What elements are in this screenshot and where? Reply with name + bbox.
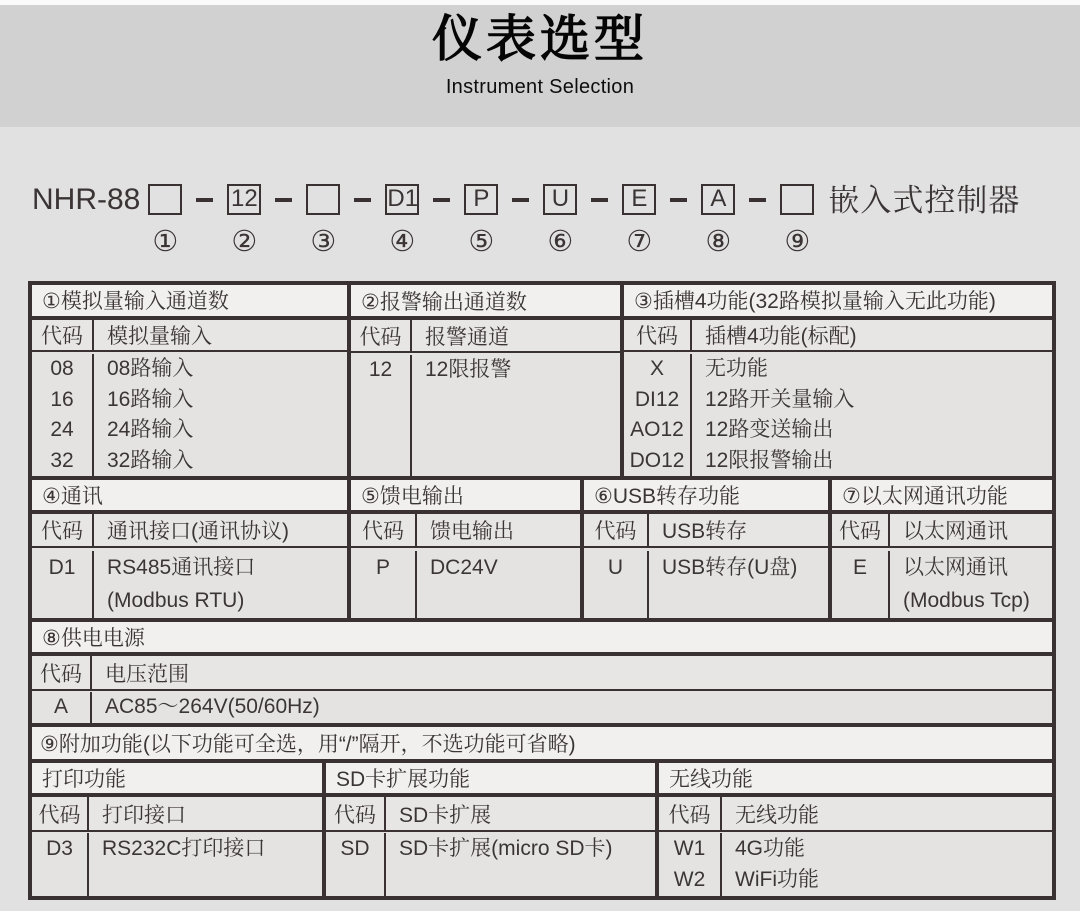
desc-list: [89, 833, 322, 896]
section-feed-output: [351, 480, 584, 618]
code-list: [584, 551, 649, 618]
cell-line: 12限报警输出: [705, 448, 834, 472]
cell-line: 16路输入: [107, 387, 194, 411]
section-title: 无线功能: [659, 763, 1052, 797]
desc-list: [649, 551, 828, 618]
cell-line: W1: [673, 837, 706, 860]
desc-header: 报警通道: [425, 325, 509, 349]
cell-line: 16: [50, 387, 74, 411]
code-list: [32, 551, 94, 618]
section-data: [351, 548, 580, 618]
section-alarm-output: [351, 285, 624, 476]
model-slot-3: [306, 184, 340, 257]
code-list: [624, 354, 692, 476]
section-title: ①模拟量输入通道数: [32, 285, 347, 320]
cell-line: RS232C打印接口: [102, 837, 266, 860]
section-header-row: [32, 514, 347, 548]
desc-list: [412, 355, 620, 476]
slot-number-6: ⑥: [547, 226, 574, 258]
code-header: 代码: [351, 320, 412, 351]
cell-line: W2: [673, 868, 706, 891]
cell-line: 无功能: [705, 357, 768, 380]
cell-line: 24路输入: [107, 418, 194, 441]
cell-line: 12路变送输出: [705, 418, 834, 441]
desc-header: 以太网通讯: [903, 520, 1008, 543]
desc-list: [692, 354, 1052, 476]
section-data: [32, 832, 322, 896]
code-header: 代码: [584, 514, 649, 546]
desc-header: 通讯接口(通讯协议): [107, 520, 289, 543]
code-list: [659, 833, 722, 896]
cell-line: DC24V: [430, 556, 498, 579]
cell-line: 12路开关量输入: [705, 387, 855, 411]
section-communication: [32, 480, 351, 618]
cell-line: D3: [46, 837, 73, 860]
cell-line: 08: [50, 357, 74, 380]
cell-line: WiFi功能: [735, 868, 819, 891]
slot-box-1: [148, 184, 182, 215]
section-header-row: [32, 320, 347, 353]
code-header: 代码: [351, 514, 417, 546]
cell-line: AC85～264V(50/60Hz): [105, 695, 320, 718]
dash-separator: [275, 198, 292, 202]
band-4: [32, 727, 1052, 763]
dash-separator: [749, 198, 766, 202]
desc-list: [94, 551, 347, 618]
section-header-row: [832, 514, 1052, 548]
cell-line: AO12: [630, 418, 684, 441]
section-data: [32, 352, 347, 476]
section-header-row: [32, 656, 1052, 691]
section-data: [624, 352, 1052, 476]
slot-number-4: ④: [389, 226, 416, 258]
slot-box-3: [306, 184, 340, 215]
code-header: 代码: [624, 320, 692, 351]
slot-box-7: E: [622, 184, 656, 215]
section-data: [32, 691, 1052, 723]
dash-separator: [354, 198, 371, 202]
cell-line: (Modbus Tcp): [903, 589, 1030, 612]
section-title: 打印功能: [32, 763, 322, 797]
section-data: [832, 548, 1052, 618]
cell-line: P: [375, 556, 390, 579]
desc-list: [92, 692, 1052, 723]
dash-separator: [670, 198, 687, 202]
code-header: 代码: [32, 320, 94, 351]
desc-header: 插槽4功能(标配): [705, 324, 857, 348]
cell-line: RS485通讯接口: [107, 556, 256, 579]
cell-line: 32: [50, 448, 74, 472]
slot-box-6: U: [543, 184, 577, 215]
model-slot-9: [780, 184, 814, 257]
dash-separator: [433, 198, 450, 202]
code-list: [326, 833, 386, 896]
cell-line: 12限报警: [425, 358, 512, 381]
desc-header: 打印接口: [102, 803, 186, 827]
slot-number-7: ⑦: [626, 226, 653, 258]
code-header: 代码: [659, 797, 722, 830]
code-list: [32, 354, 94, 476]
code-list: [832, 551, 890, 618]
cell-line: E: [852, 556, 867, 579]
model-slot-8: [701, 184, 735, 257]
cell-line: 12: [368, 358, 393, 381]
desc-list: [722, 833, 1052, 896]
cell-line: 4G功能: [735, 837, 806, 860]
desc-header: 模拟量输入: [107, 324, 212, 348]
cell-line: SD卡扩展(micro SD卡): [399, 837, 613, 860]
desc-header: 馈电输出: [430, 520, 514, 543]
code-header: 代码: [832, 514, 890, 546]
slot-box-2: 12: [227, 184, 261, 215]
slot-number-8: ⑧: [705, 226, 732, 258]
cell-line: U: [607, 556, 624, 579]
section-title: SD卡扩展功能: [326, 763, 655, 797]
section-title: ④通讯: [32, 480, 347, 514]
slot-box-9: [780, 184, 814, 215]
slot-number-9: ⑨: [784, 226, 811, 258]
section-print: [32, 763, 326, 896]
model-slot-7: [622, 184, 656, 257]
section-wireless: [659, 763, 1052, 896]
cell-line: 32路输入: [107, 448, 194, 472]
section-power-supply: [32, 622, 1052, 723]
model-slot-5: [464, 184, 498, 257]
model-slot-1: [148, 184, 182, 257]
desc-list: [386, 833, 655, 896]
code-list: [32, 692, 92, 723]
cell-line: 24: [50, 418, 74, 441]
desc-list: [417, 551, 580, 618]
desc-header: SD卡扩展: [399, 803, 492, 827]
section-sd-card: [326, 763, 659, 896]
section-title: ②报警输出通道数: [351, 285, 620, 320]
section-data: [32, 548, 347, 618]
additional-functions-note: ⑨附加功能(以下功能可全选，用“/”隔开，不选功能可省略): [32, 727, 1052, 759]
section-slot4: [624, 285, 1052, 476]
model-slot-4: [385, 184, 419, 257]
cell-line: DO12: [629, 448, 685, 472]
code-header: 代码: [326, 797, 386, 830]
band-2: [32, 480, 1052, 622]
slot-box-8: A: [701, 184, 735, 215]
code-header: 代码: [32, 514, 94, 546]
dash-separator: [512, 198, 529, 202]
slot-number-5: ⑤: [468, 226, 495, 258]
model-prefix: NHR-88: [32, 183, 141, 216]
section-header-row: [624, 320, 1052, 353]
code-list: [351, 355, 412, 476]
band-5: [32, 763, 1052, 896]
code-header: 代码: [32, 656, 92, 689]
section-usb-transfer: [584, 480, 832, 618]
cell-line: 以太网通讯: [903, 556, 1008, 579]
cell-line: A: [53, 695, 68, 718]
slot-number-1: ①: [152, 226, 179, 258]
model-suffix: 嵌入式控制器: [828, 183, 1021, 218]
slot-box-4: D1: [385, 184, 419, 215]
cell-line: (Modbus RTU): [107, 589, 245, 612]
selection-table: [28, 281, 1056, 900]
section-ethernet: [832, 480, 1052, 618]
section-header-row: [659, 797, 1052, 832]
slot-number-3: ③: [310, 226, 337, 258]
model-slot-6: [543, 184, 577, 257]
slot-number-2: ②: [231, 226, 258, 258]
code-header: 代码: [32, 797, 89, 830]
section-title: ⑤馈电输出: [351, 480, 580, 514]
cell-line: DI12: [634, 387, 680, 411]
cell-line: USB转存(U盘): [662, 556, 798, 579]
model-slot-2: [227, 184, 261, 257]
section-title: ⑦以太网通讯功能: [832, 480, 1052, 514]
section-title: ⑧供电电源: [32, 622, 1052, 656]
section-data: [659, 832, 1052, 896]
cell-line: SD: [340, 837, 370, 860]
section-header-row: [351, 514, 580, 548]
section-header-row: [32, 797, 322, 832]
cell-line: D1: [48, 556, 76, 579]
page-subtitle: Instrument Selection: [445, 76, 635, 98]
section-data: [351, 353, 620, 476]
page-header: [0, 5, 1080, 127]
band-3: [32, 622, 1052, 727]
desc-header: 电压范围: [105, 662, 189, 686]
page-title: 仪表选型: [432, 11, 648, 67]
section-analog-input: [32, 285, 351, 476]
band-1: [32, 285, 1052, 480]
section-header-row: [351, 320, 620, 353]
desc-list: [890, 551, 1052, 618]
model-code-line: [32, 184, 1020, 257]
desc-list: [94, 354, 347, 476]
section-title: ⑥USB转存功能: [584, 480, 828, 514]
desc-header: 无线功能: [735, 803, 819, 827]
code-list: [32, 833, 89, 896]
section-header-row: [584, 514, 828, 548]
section-title: ③插槽4功能(32路模拟量输入无此功能): [624, 285, 1052, 320]
cell-line: X: [649, 357, 664, 380]
section-header-row: [326, 797, 655, 832]
slot-box-5: P: [464, 184, 498, 215]
cell-line: 08路输入: [107, 357, 194, 380]
dash-separator: [591, 198, 608, 202]
section-data: [326, 832, 655, 896]
desc-header: USB转存: [662, 520, 748, 543]
section-data: [584, 548, 828, 618]
dash-separator: [196, 198, 213, 202]
code-list: [351, 551, 417, 618]
